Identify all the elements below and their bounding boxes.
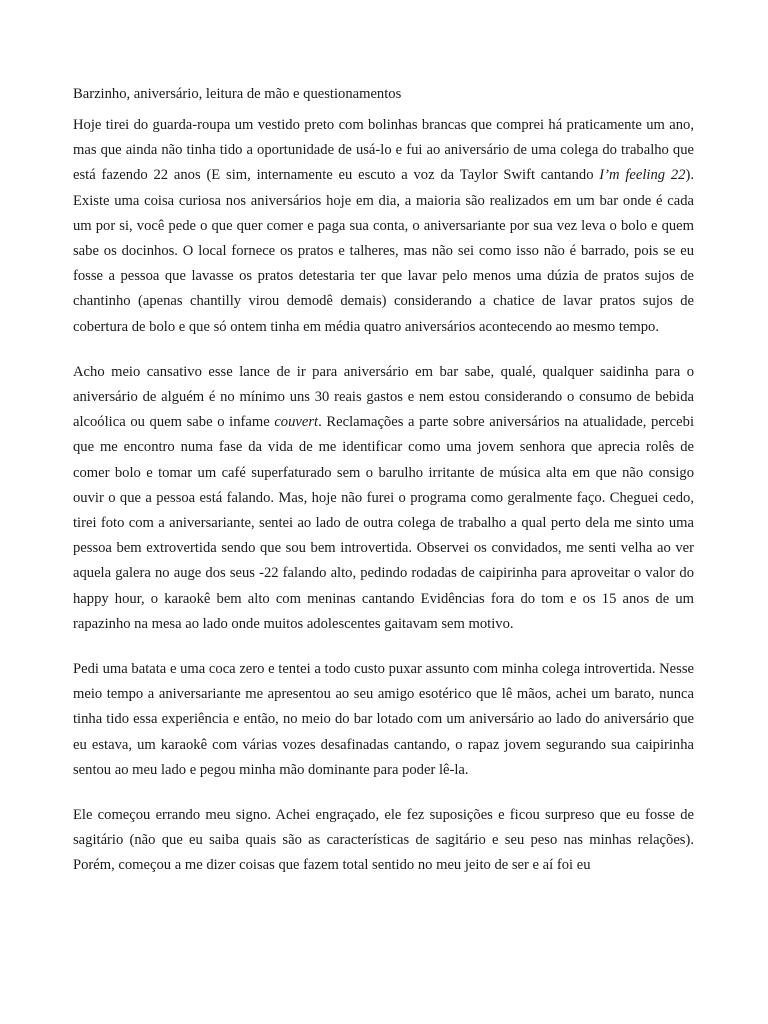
paragraph-2-text-b: . Reclamações a parte sobre aniversários na atualidade, percebi que me encontro numa fase da vida de me identificar como uma jovem senhora que aprecia rolês de comer bolo e tomar um café superfaturado sem o barulho irritante de música alta em que não consigo ouvir o que a pessoa está falando. Mas, hoje não furei o programa como geralmente faço. Cheguei cedo, tirei foto com a aniversariante, sentei ao lado de outra colega de trabalho a qual perto dela me sinto uma pessoa bem extrovertida sendo que sou bem introvertida. Observei os convidados, me senti velha ao ver aquela galera no auge dos seus -22 falando alto, pedindo rodadas de caipirinha para aproveitar o valor do happy hour, o karaokê bem alto com meninas cantando Evidências fora do tom e os 15 anos de um rapazinho na mesa ao lado onde muitos adolescentes gaitavam sem motivo. [73,414,694,632]
paragraph-4: Ele começou errando meu signo. Achei engraçado, ele fez suposições e ficou surpreso que eu fosse de sagitário (não que eu saiba quais são as características de sagitário e seu peso nas minhas relações). Porém, começou a me dizer coisas que fazem total sentido no meu jeito de ser e aí foi eu [73,807,694,874]
document-page [73,84,694,899]
paragraph-2-text-a: Acho meio cansativo esse lance de ir para aniversário em bar sabe, qualé, qualquer saidinha para o aniversário de alguém é no mínimo uns 30 reais gastos e nem estou considerando o consumo de bebida alcoólica ou quem sabe o infame [73,363,694,431]
paragraph-3: Pedi uma batata e uma coca zero e tentei a todo custo puxar assunto com minha colega introvertida. Nesse meio tempo a aniversariante me apresentou ao seu amigo esotérico que lê mãos, achei um barato, nunca tinha tido essa experiência e então, no meio do bar lotado com um aniversário ao lado do aniversário que eu estava, um karaokê com várias vozes desafinadas cantando, o rapaz jovem segurando sua caipirinha sentou ao meu lado e pegou minha mão dominante para poder lê-la. [73,661,694,778]
paragraph-1 [73,113,694,340]
paragraph-1-text-a: Hoje tirei do guarda-roupa um vestido preto com bolinhas brancas que comprei há praticamente um ano, mas que ainda não tinha tido a oportunidade de usá-lo e fui ao aniversário de uma colega do trabalho que está fazendo 22 anos (E sim, internamente eu escuto a voz da Taylor Swift cantando [73,117,694,184]
paragraph-2 [73,360,694,637]
document-title: Barzinho, aniversário, leitura de mão e questionamentos [73,86,402,102]
paragraph-2-emphasis: couvert [274,414,319,431]
paragraph-1-emphasis: I’m feeling 22 [599,167,686,184]
paragraph-1-text-b: ). Existe uma coisa curiosa nos aniversários hoje em dia, a maioria são realizados em um bar onde é cada um por si, você pede o que quer comer e paga sua conta, o aniversariante por sua vez leva o bolo e quem sabe os docinhos. O local fornece os pratos e talheres, mas não sei como isso não é barrado, pois se eu fosse a pessoa que lavasse os pratos detestaria ter que lavar pelo menos uma dúzia de pratos sujos de chantinho (apenas chantilly virou demodê demais) considerando a chatice de lavar pratos sujos de cobertura de bolo e que só ontem tinha em média quatro aniversários acontecendo ao mesmo tempo. [73,167,694,335]
